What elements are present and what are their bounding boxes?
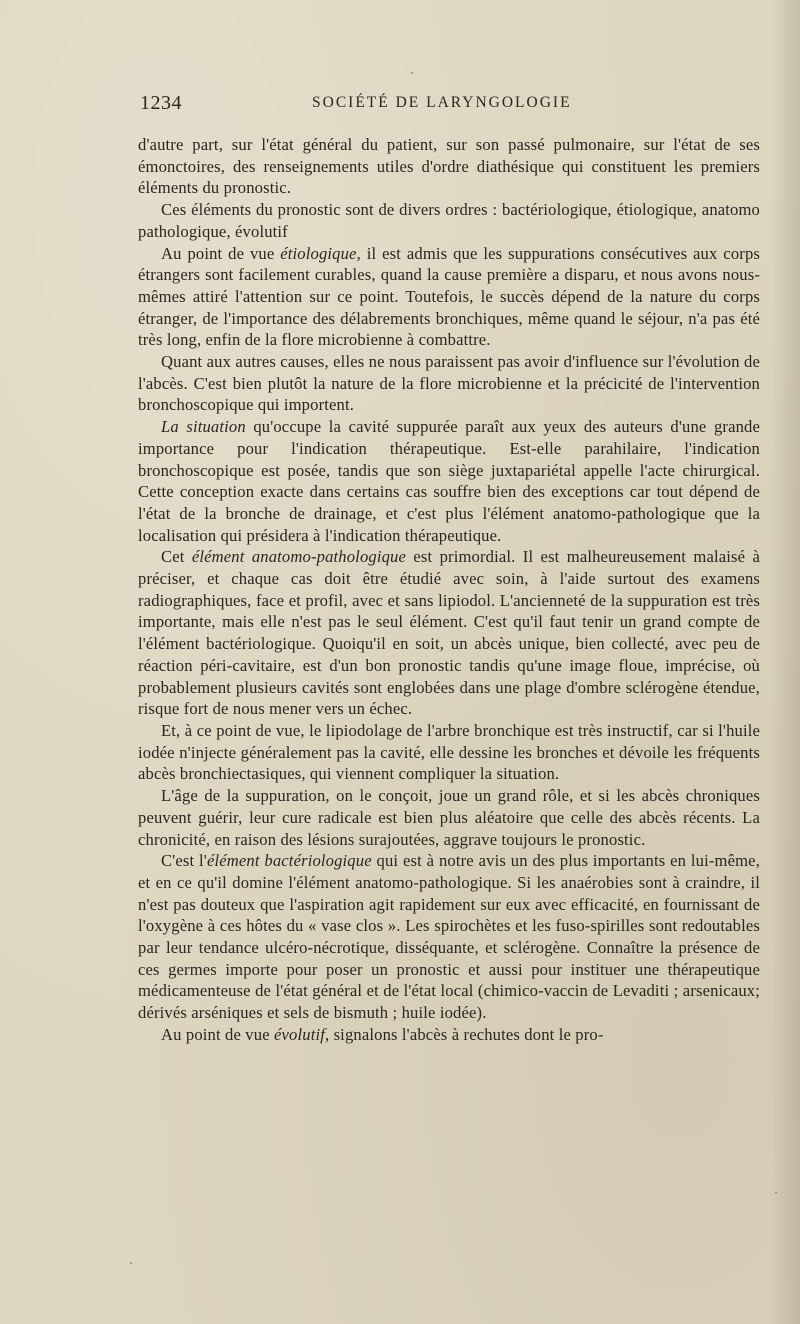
paragraph-text: C'est l' xyxy=(161,851,207,871)
paragraph-text: Au point de vue xyxy=(161,1024,275,1044)
paragraph-emphasis: évolutif, xyxy=(274,1024,330,1044)
paragraph-10 xyxy=(138,1024,760,1046)
paragraph-text: d'autre part, sur l'état général du patient, sur son passé pulmonaire, sur l'état de ses émonctoires, des renseignements utiles d'ordre diathésique qui constituent les premiers éléments du pronostic. xyxy=(138,135,760,198)
paragraph-5 xyxy=(138,416,760,546)
paragraph-text: Et, à ce point de vue, le lipiodolage de l'arbre bronchique est très instructif, car si l'huile iodée n'injecte généralement pas la cavité, elle dessine les bronches et dévoile les fréquents abcès bronchiectasiques, qui viennent compliquer la situation. xyxy=(138,720,760,784)
paragraph-4 xyxy=(138,351,760,416)
paragraph-6 xyxy=(138,546,760,720)
page-edge-shadow xyxy=(770,0,800,1324)
paper-speck xyxy=(775,1192,777,1194)
paragraph-text: est primordial. Il est malheureusement malaisé à préciser, et chaque cas doit être étudié avec soin, à l'aide surtout des examens radiographiques, face et profil, avec et sans lipiodol. L'ancienneté de la suppuration est très importante, mais elle n'est pas le seul élément. C'est qu'il faut tenir un grand compte de l'élément bactériologique. Quoiqu'il en soit, un abcès unique, bien collecté, avec peu de réaction péri-cavitaire, est d'un bon pronostic tandis qu'une image floue, imprécise, où probablement plusieurs cavités sont englobées dans une plage d'ombre sclérogène étendue, risque fort de nous mener vers un échec. xyxy=(138,547,760,719)
page-number: 1234 xyxy=(140,92,182,114)
paragraph-2 xyxy=(138,199,760,242)
paragraph-text: signalons l'abcès à rechutes dont le pro- xyxy=(329,1024,604,1044)
paragraph-emphasis: élément bactériologique xyxy=(206,851,372,871)
paragraph-7 xyxy=(138,720,760,785)
paragraph-emphasis: La situation xyxy=(161,417,246,437)
paragraph-3 xyxy=(138,243,760,352)
paragraph-8 xyxy=(138,785,760,850)
paragraph-text: il est admis que les suppurations consécutives aux corps étrangers sont facilement curables, quand la cause première a disparu, et nous avons nous-mêmes attiré l'attention sur ce point. Toutefois, le succès dépend de la nature du corps étranger, de l'importance des délabrements bronchiques, même quand le séjour, n'a pas été très long, enfin de la flore microbienne à combattre. xyxy=(138,243,760,350)
paragraph-text: Quant aux autres causes, elles ne nous paraissent pas avoir d'influence sur l'évolution de l'abcès. C'est bien plutôt la nature de la flore microbienne et la précicité de l'intervention bronchoscopique qui importent. xyxy=(138,352,760,415)
body-text xyxy=(138,134,760,1046)
paragraph-emphasis: élément anatomo-pathologique xyxy=(191,547,407,567)
paragraph-text: Au point de vue xyxy=(161,243,281,263)
paper-speck xyxy=(411,72,413,74)
book-page xyxy=(138,92,760,1046)
paragraph-1 xyxy=(138,134,760,199)
running-head xyxy=(138,92,760,124)
paragraph-text: qui est à notre avis un des plus importants en lui-même, et en ce qu'il domine l'élément anatomo-pathologique. Si les anaérobies sont à craindre, il n'est pas douteux que l'aspiration agit rapidement sur eux avec efficacité, en fournissant de l'oxygène à ces hôtes du « vase clos ». Les spirochètes et les fuso-spirilles sont redoutables par leur tendance ulcéro-nécrotique, disséquante, et sclérogène. Connaître la présence de ces germes importe pour poser un pronostic et aussi pour instituer une thérapeutique médicamenteuse de l'état général et de l'état local (chimico-vaccin de Levaditi ; arsenicaux; dérivés arséniques et sels de bismuth ; huile iodée). xyxy=(138,851,760,1023)
paragraph-text: qu'occupe la cavité suppurée paraît aux yeux des auteurs d'une grande importance pour l'indication thérapeutique. Est-elle parahilaire, l'indication bronchoscopique est posée, tandis que son siège juxtapariétal appelle l'acte chirurgical. Cette conception exacte dans certains cas souffre bien des exceptions car tout dépend de l'état de la bronche de drainage, et c'est plus l'élément anatomo-pathologique que la localisation qui présidera à l'indication thérapeutique. xyxy=(138,417,760,545)
paragraph-9 xyxy=(138,850,760,1024)
paragraph-text: Ces éléments du pronostic sont de divers ordres : bactériologique, étiologique, anatomo pathologique, évolutif xyxy=(138,200,760,241)
paragraph-text: Cet xyxy=(161,547,192,567)
paragraph-text: L'âge de la suppuration, on le conçoit, joue un grand rôle, et si les abcès chroniques peuvent guérir, leur cure radicale est bien plus aléatoire que celle des abcès récents. La chronicité, en raison des lésions surajoutées, aggrave toujours le pronostic. xyxy=(138,786,760,849)
paper-speck xyxy=(130,1262,132,1264)
running-title: SOCIÉTÉ DE LARYNGOLOGIE xyxy=(312,94,572,111)
paragraph-emphasis: étiologique, xyxy=(280,243,361,263)
